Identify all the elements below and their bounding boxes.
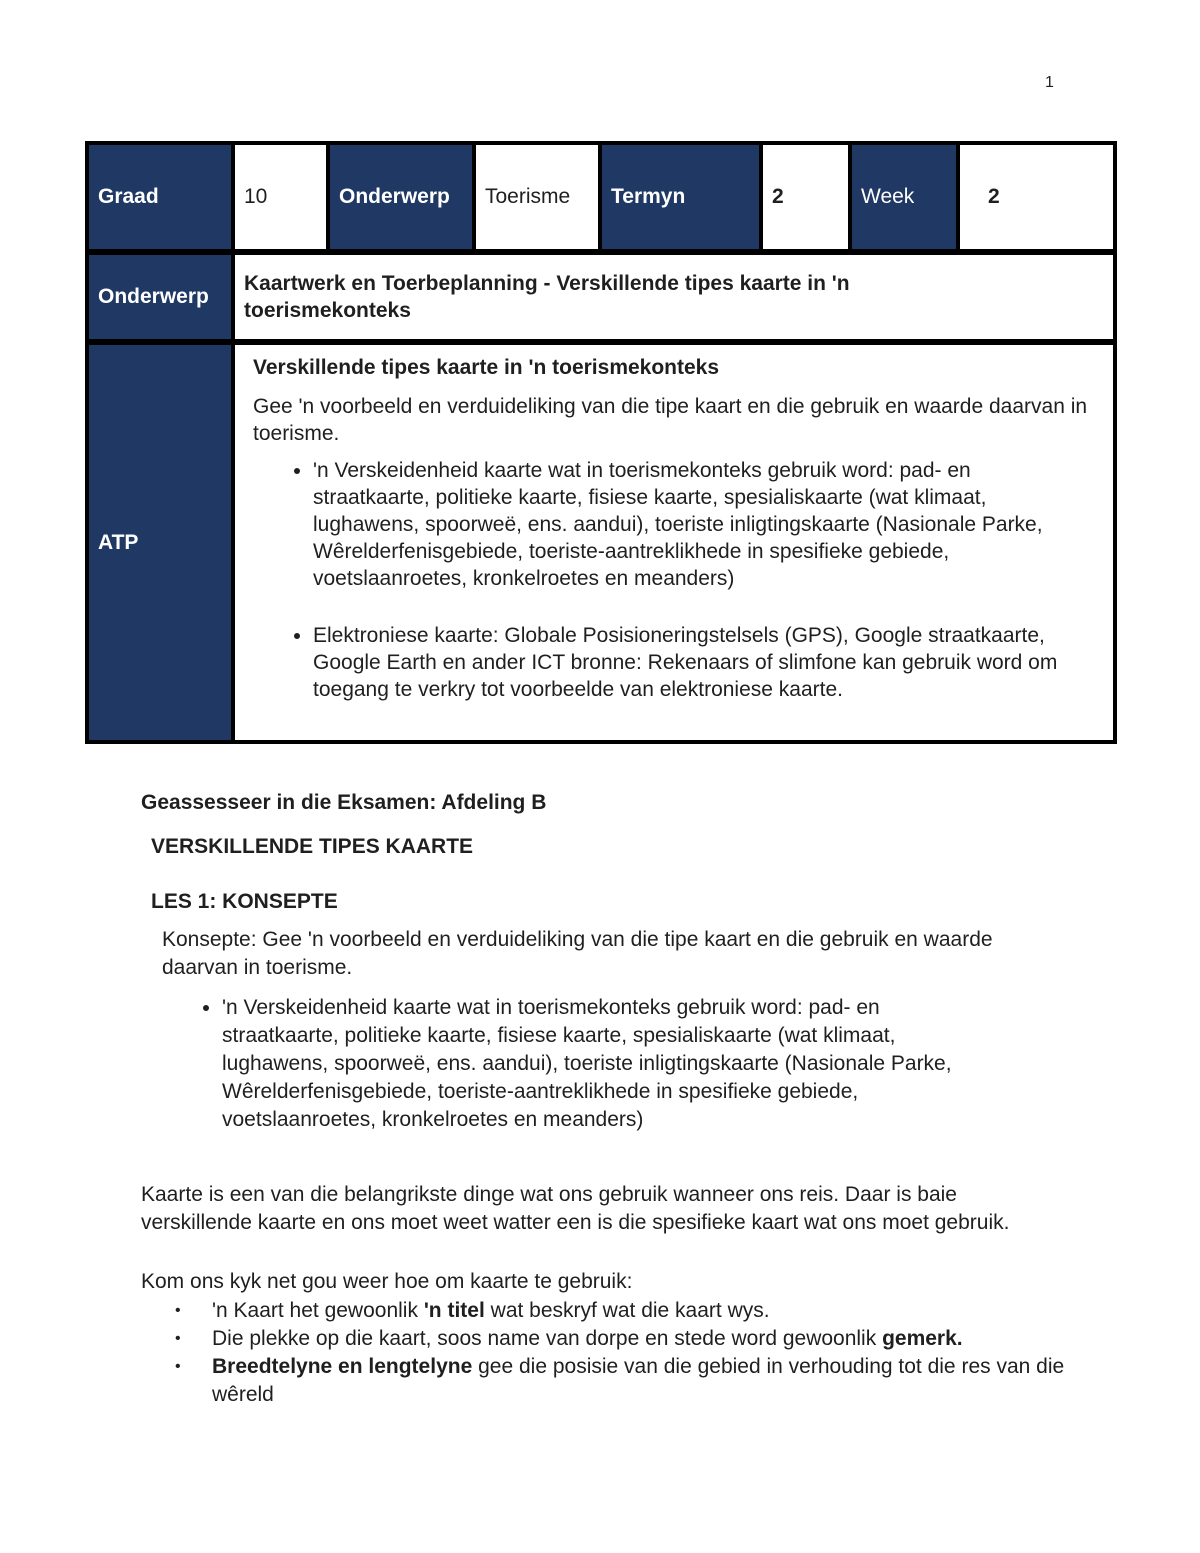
term-label: Termyn [602,145,759,249]
assessed-heading: Geassesseer in die Eksamen: Afdeling B [141,791,547,814]
topic-value: Kaartwerk en Toerbeplanning - Verskillende tipes kaarte in 'n toerismekonteks [235,255,1113,339]
map-usage-list [141,1297,1081,1409]
lesson-title: LES 1: KONSEPTE [151,890,338,913]
point-places: • Die plekke op die kaart, soos name van dorpe en stede word gewoonlik gemerk. [212,1325,1081,1353]
atp-content [235,345,1113,740]
topic-label: Onderwerp [89,255,231,339]
atp-label: ATP [89,345,231,740]
point-latlong: • Breedtelyne en lengtelyne gee die posisie van die gebied in verhouding tot die res van die wêreld [212,1353,1081,1409]
atp-heading: Verskillende tipes kaarte in 'n toerismekonteks [253,356,720,379]
page-number: 1 [1045,74,1054,91]
howto-line: Kom ons kyk net gou weer hoe om kaarte te gebruik: [141,1270,633,1293]
week-value: 2 [960,145,1113,249]
atp-intro: Gee 'n voorbeeld en verduideliking van die tipe kaart en die gebruik en waarde daarvan in toerisme. [253,395,1088,445]
body-paragraph: Kaarte is een van die belangrikste dinge wat ons gebruik wanneer ons reis. Daar is baie verskillende kaarte en ons moet weet watter een is die spesifieke kaart wat ons moet gebruik. [141,1183,1010,1234]
grade-label: Graad [89,145,231,249]
subject-value: Toerisme [476,145,598,249]
grade-value: 10 [235,145,326,249]
term-value: 2 [763,145,848,249]
atp-bullet-maps: • 'n Verskeidenheid kaarte wat in toerismekonteks gebruik word: pad- en straatkaarte, politieke kaarte, fisiese kaarte, spesialiskaarte (wat klimaat, lughawens, spoorweë, ens. aandui), toeriste inligtingskaarte (Nasionale Parke, Wêrelderfenisgebiede, toeriste-aantreklikhede in spesifieke gebiede, voetslaanroetes, kronkelroetes en meanders) [313,457,1093,592]
concepts-intro: Konsepte: Gee 'n voorbeeld en verduideliking van die tipe kaart en die gebruik en waarde daarvan in toerisme. [162,928,993,979]
section-title: VERSKILLENDE TIPES KAARTE [151,835,474,858]
point-title: • 'n Kaart het gewoonlik 'n titel wat beskryf wat die kaart wys. [212,1297,1081,1325]
atp-bullet-electronic: • Elektroniese kaarte: Globale Posisioneringstelsels (GPS), Google straatkaarte, Google Earth en ander ICT bronne: Rekenaars of slimfone kan gebruik word om toegang te verkry tot voorbeelde van elektroniese kaarte. [313,622,1093,703]
atp-bullet-list [253,457,1093,703]
week-label: Week [852,145,956,249]
subject-label: Onderwerp [330,145,472,249]
concepts-bullet: • 'n Verskeidenheid kaarte wat in toerismekonteks gebruik word: pad- en straatkaarte, politieke kaarte, fisiese kaarte, spesialiskaarte (wat klimaat, lughawens, spoorweë, ens. aandui), toeriste inligtingskaarte (Nasionale Parke, Wêrelderfenisgebiede, toeriste-aantreklikhede in spesifieke gebiede, voetslaanroetes, kronkelroetes en meanders) [222,994,952,1134]
concepts-list [162,994,952,1134]
